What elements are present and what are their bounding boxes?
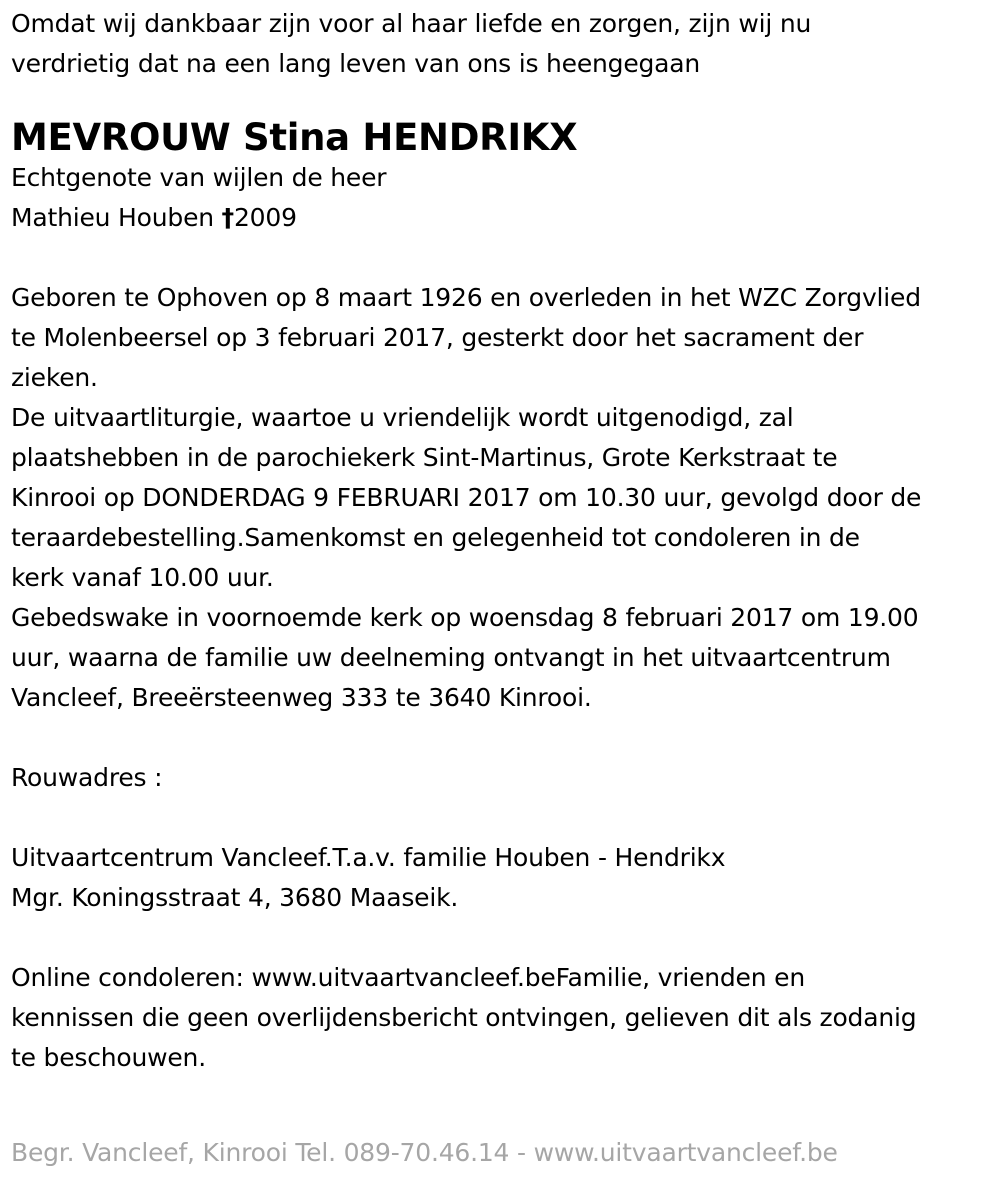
details-line: te Molenbeersel op 3 februari 2017, gesterkt door het sacrament der — [11, 323, 864, 352]
spouse-line — [11, 198, 991, 238]
obituary-notice — [11, 4, 991, 1078]
address-line: Uitvaartcentrum Vancleef.T.a.v. familie Houben - Hendrikx — [11, 843, 726, 872]
cross-icon: † — [221, 203, 234, 232]
details-text — [11, 278, 991, 718]
address-line: Mgr. Koningsstraat 4, 3680 Maaseik. — [11, 883, 459, 912]
deceased-name: MEVROUW Stina HENDRIKX — [11, 116, 578, 159]
details-line: teraardebestelling.Samenkomst en gelegenheid tot condoleren in de — [11, 523, 860, 552]
intro-text — [11, 4, 991, 84]
relation-text: Echtgenote van wijlen de heer — [11, 163, 387, 192]
details-line: uur, waarna de familie uw deelneming ontvangt in het uitvaartcentrum — [11, 643, 891, 672]
online-line: kennissen die geen overlijdensbericht ontvingen, gelieven dit als zodanig — [11, 1003, 917, 1032]
online-line: Online condoleren: www.uitvaartvancleef.beFamilie, vrienden en — [11, 963, 805, 992]
online-line: te beschouwen. — [11, 1043, 206, 1072]
details-line: Vancleef, Breeërsteenweg 333 te 3640 Kinrooi. — [11, 683, 592, 712]
details-line: plaatshebben in de parochiekerk Sint-Martinus, Grote Kerkstraat te — [11, 443, 838, 472]
spacer — [11, 718, 991, 758]
spouse-name: Mathieu Houben — [11, 203, 222, 232]
online-condolence-text — [11, 958, 991, 1078]
details-line: zieken. — [11, 363, 98, 392]
details-line: kerk vanaf 10.00 uur. — [11, 563, 274, 592]
intro-line: Omdat wij dankbaar zijn voor al haar liefde en zorgen, zijn wij nu — [11, 9, 812, 38]
details-line: Kinrooi op DONDERDAG 9 FEBRUARI 2017 om 10.30 uur, gevolgd door de — [11, 483, 922, 512]
spouse-death-year: 2009 — [233, 203, 297, 232]
details-line: De uitvaartliturgie, waartoe u vriendelijk wordt uitgenodigd, zal — [11, 403, 794, 432]
spacer — [11, 918, 991, 958]
details-line: Geboren te Ophoven op 8 maart 1926 en overleden in het WZC Zorgvlied — [11, 283, 921, 312]
address-label: Rouwadres : — [11, 763, 163, 792]
spouse-info — [11, 158, 991, 238]
funeral-home-footer: Begr. Vancleef, Kinrooi Tel. 089-70.46.14 - www.uitvaartvancleef.be — [11, 1138, 838, 1167]
intro-line: verdrietig dat na een lang leven van ons is heengegaan — [11, 49, 701, 78]
spacer — [11, 238, 991, 278]
spacer — [11, 798, 991, 838]
details-line: Gebedswake in voornoemde kerk op woensdag 8 februari 2017 om 19.00 — [11, 603, 919, 632]
mourning-address — [11, 838, 991, 918]
